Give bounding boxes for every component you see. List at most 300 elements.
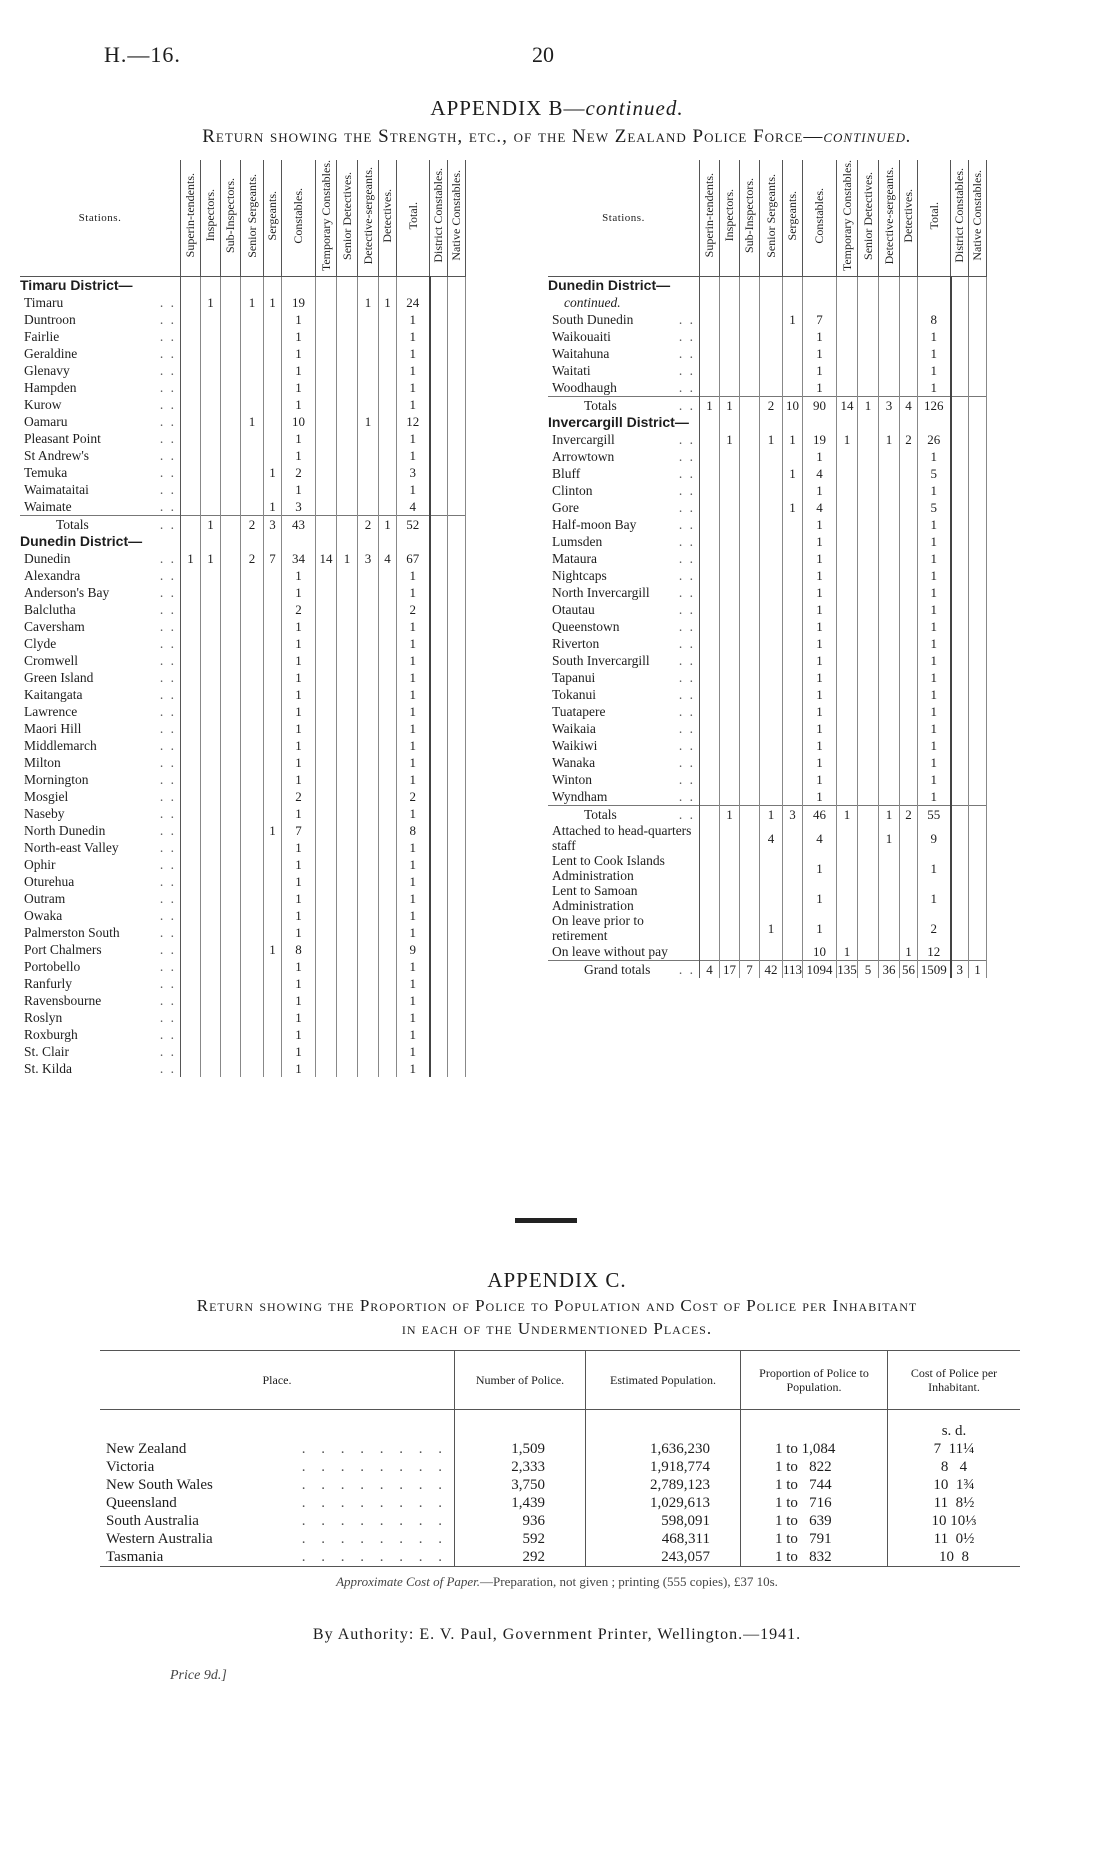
table-row	[20, 464, 466, 481]
table-cell	[221, 498, 241, 516]
table-cell	[969, 788, 987, 806]
table-cell	[900, 754, 918, 771]
table-cell	[720, 943, 740, 961]
district-heading	[20, 533, 181, 550]
table-cell	[316, 345, 337, 362]
table-cell	[221, 345, 241, 362]
table-cell	[316, 805, 337, 822]
table-cell	[181, 379, 201, 396]
table-cell	[337, 396, 358, 413]
table-cell	[264, 1026, 282, 1043]
table-row	[548, 652, 987, 669]
table-cell: 9	[918, 823, 951, 853]
table-cell: 1	[282, 975, 316, 992]
table-cell: 7	[282, 822, 316, 839]
table-cell	[379, 771, 397, 788]
leader-dots: . .	[159, 772, 176, 788]
column-header	[316, 160, 337, 277]
table-row	[20, 788, 466, 805]
table-cell	[379, 396, 397, 413]
table-cell	[316, 328, 337, 345]
table-cell: 1	[397, 958, 430, 975]
table-row	[548, 397, 987, 415]
table-cell: 1	[397, 839, 430, 856]
column-header	[448, 160, 466, 277]
table-cell	[760, 584, 783, 601]
station-name	[20, 635, 181, 652]
table-cell	[430, 890, 448, 907]
table-cell	[358, 618, 379, 635]
table-cell	[879, 618, 900, 635]
column-header	[879, 160, 900, 277]
row-label: Queenstown	[552, 619, 620, 635]
table-cell	[358, 567, 379, 584]
table-cell	[837, 465, 858, 482]
table-cell	[858, 943, 879, 961]
table-cell	[181, 839, 201, 856]
table-cell	[448, 754, 466, 771]
table-cell: 1	[397, 328, 430, 345]
table-cell	[760, 362, 783, 379]
table-cell	[241, 822, 264, 839]
table-cell	[900, 913, 918, 943]
leader-dots: . .	[678, 738, 695, 754]
table-cell	[241, 975, 264, 992]
table-cell: 1	[803, 567, 837, 584]
table-cell	[379, 1009, 397, 1026]
table-row	[20, 839, 466, 856]
table-cell	[858, 737, 879, 754]
district-heading	[548, 414, 700, 431]
table-cell	[448, 686, 466, 703]
leader-dots: . .	[159, 857, 176, 873]
row-label: Ravensbourne	[24, 993, 102, 1009]
table-cell	[358, 345, 379, 362]
table-cell	[740, 397, 760, 415]
table-cell	[720, 823, 740, 853]
table-cell	[879, 294, 900, 311]
table-cell	[837, 379, 858, 397]
table-cell	[316, 635, 337, 652]
table-row	[548, 345, 987, 362]
table-cell	[379, 618, 397, 635]
table-cell	[221, 413, 241, 430]
table-cell	[264, 618, 282, 635]
row-label: Owaka	[24, 908, 63, 924]
table-cell	[740, 754, 760, 771]
table-cell: 1	[282, 396, 316, 413]
table-cell: 1	[783, 311, 803, 328]
table-cell	[448, 1009, 466, 1026]
table-cell	[879, 652, 900, 669]
column-header-label: Constables.	[291, 187, 305, 244]
table-cell: 17	[720, 961, 740, 979]
row-label: Mornington	[24, 772, 89, 788]
table-cell	[430, 481, 448, 498]
table-cell: 1	[803, 584, 837, 601]
row-label: Anderson's Bay	[24, 585, 110, 601]
column-header	[241, 160, 264, 277]
table-cell	[358, 584, 379, 601]
table-cell	[358, 941, 379, 958]
table-cell	[900, 853, 918, 883]
table-cell	[241, 635, 264, 652]
table-cell: 1,029,613	[586, 1494, 741, 1512]
table-cell	[969, 482, 987, 499]
row-label: South Invercargill	[552, 653, 650, 669]
column-header: Proportion of Police to Population.	[741, 1351, 888, 1410]
table-cell	[201, 975, 221, 992]
table-cell: 10 1¾	[933, 1477, 975, 1493]
table-cell	[282, 533, 316, 550]
table-cell: 1	[397, 720, 430, 737]
table-cell	[430, 771, 448, 788]
leader-dots: . .	[159, 568, 176, 584]
table-cell: 1	[397, 447, 430, 464]
column-header-label: Detectives.	[901, 188, 916, 243]
table-cell: 1	[201, 294, 221, 311]
district-heading	[20, 277, 181, 295]
table-cell	[783, 482, 803, 499]
police-strength-table-left	[20, 160, 466, 1077]
table-cell	[221, 686, 241, 703]
table-cell: 52	[397, 516, 430, 534]
table-cell	[358, 1043, 379, 1060]
table-cell	[241, 805, 264, 822]
column-header-stations	[548, 160, 700, 277]
table-cell	[700, 584, 720, 601]
table-cell: 1	[264, 498, 282, 516]
table-cell	[858, 584, 879, 601]
table-cell: 468,311	[586, 1530, 741, 1548]
station-name	[20, 873, 181, 890]
table-cell	[837, 652, 858, 669]
table-cell: 1	[282, 686, 316, 703]
table-cell	[448, 550, 466, 567]
table-cell	[720, 913, 740, 943]
table-cell	[264, 362, 282, 379]
table-cell	[858, 883, 879, 913]
row-label: Lent to Samoan Administration	[552, 883, 638, 914]
section-divider	[515, 1218, 577, 1223]
table-cell	[358, 277, 379, 295]
table-cell	[879, 913, 900, 943]
table-cell	[740, 788, 760, 806]
table-cell	[264, 413, 282, 430]
table-cell	[803, 414, 837, 431]
table-cell	[783, 686, 803, 703]
table-cell	[316, 516, 337, 534]
row-label: St. Clair	[24, 1044, 70, 1060]
table-cell: 1	[397, 686, 430, 703]
table-cell	[760, 853, 783, 883]
table-cell	[448, 720, 466, 737]
row-label: Waimataitai	[24, 482, 89, 498]
row-label: Waimate	[24, 499, 72, 515]
table-cell	[900, 686, 918, 703]
table-cell	[448, 533, 466, 550]
table-cell	[264, 958, 282, 975]
table-cell	[316, 873, 337, 890]
table-cell	[337, 1009, 358, 1026]
table-cell	[358, 788, 379, 805]
table-cell	[969, 448, 987, 465]
table-cell	[201, 737, 221, 754]
table-cell	[358, 856, 379, 873]
table-cell	[969, 943, 987, 961]
station-name	[20, 550, 181, 567]
column-header-label: Sergeants.	[785, 190, 800, 241]
table-row	[20, 703, 466, 720]
table-cell	[181, 771, 201, 788]
table-cell: 1	[397, 1060, 430, 1077]
table-cell: 1	[803, 771, 837, 788]
table-cell	[264, 975, 282, 992]
table-cell	[241, 839, 264, 856]
table-cell	[241, 941, 264, 958]
table-cell: 12	[918, 943, 951, 961]
column-header	[430, 160, 448, 277]
row-label: Timaru District—	[20, 277, 133, 294]
table-cell	[337, 464, 358, 481]
table-cell	[783, 618, 803, 635]
table-cell	[760, 618, 783, 635]
table-cell	[379, 430, 397, 447]
leader-dots: . .	[678, 551, 695, 567]
station-name	[548, 601, 700, 618]
station-name	[20, 413, 181, 430]
station-name	[20, 328, 181, 345]
table-cell	[700, 720, 720, 737]
table-cell	[700, 652, 720, 669]
leader-dots: . .	[159, 380, 176, 396]
leader-dots: . .	[159, 704, 176, 720]
table-cell	[241, 788, 264, 805]
row-label: Nightcaps	[552, 568, 607, 584]
leader-dots: . .	[159, 1044, 176, 1060]
table-cell	[969, 414, 987, 431]
table-cell	[760, 294, 783, 311]
table-row	[548, 516, 987, 533]
table-cell	[316, 618, 337, 635]
table-cell	[969, 362, 987, 379]
table-cell	[379, 992, 397, 1009]
table-cell	[879, 550, 900, 567]
row-label: Temuka	[24, 465, 68, 481]
table-row	[548, 961, 987, 979]
leader-dots: . .	[678, 449, 695, 465]
table-cell	[740, 669, 760, 686]
leader-dots: . .	[678, 432, 695, 448]
table-cell	[181, 584, 201, 601]
table-cell	[760, 720, 783, 737]
table-cell: 1 to 791	[741, 1530, 888, 1548]
table-cell	[900, 277, 918, 295]
table-cell	[358, 635, 379, 652]
station-name	[20, 396, 181, 413]
table-cell	[316, 907, 337, 924]
table-cell	[720, 737, 740, 754]
table-cell	[760, 652, 783, 669]
row-label: Invercargill District—	[548, 414, 689, 431]
table-cell	[741, 1410, 888, 1441]
table-cell	[900, 414, 918, 431]
table-cell	[700, 913, 720, 943]
table-cell	[448, 567, 466, 584]
table-cell	[264, 379, 282, 396]
table-cell	[181, 294, 201, 311]
table-cell	[358, 890, 379, 907]
table-cell	[201, 413, 221, 430]
leader-dots: . . . . . . . .	[301, 1495, 448, 1511]
table-cell: 1	[803, 720, 837, 737]
table-cell	[316, 277, 337, 295]
column-header	[783, 160, 803, 277]
table-cell	[241, 890, 264, 907]
table-cell: 1	[397, 379, 430, 396]
table-cell	[316, 1026, 337, 1043]
table-cell	[951, 913, 969, 943]
station-name	[20, 822, 181, 839]
table-cell	[201, 464, 221, 481]
table-cell	[181, 362, 201, 379]
station-name	[20, 618, 181, 635]
table-cell: 598,091	[586, 1512, 741, 1530]
table-cell: 1	[397, 584, 430, 601]
table-cell	[264, 1009, 282, 1026]
table-cell: 2	[918, 913, 951, 943]
station-name	[20, 924, 181, 941]
row-label: Naseby	[24, 806, 65, 822]
table-cell	[181, 618, 201, 635]
table-cell	[803, 294, 837, 311]
table-cell	[337, 652, 358, 669]
table-cell: 1,439	[455, 1494, 586, 1512]
table-cell	[430, 839, 448, 856]
table-cell	[241, 277, 264, 295]
table-cell	[201, 379, 221, 396]
row-label: Palmerston South	[24, 925, 120, 941]
table-cell: 1	[918, 686, 951, 703]
table-cell	[879, 601, 900, 618]
table-cell	[720, 771, 740, 788]
table-cell	[221, 430, 241, 447]
table-row	[548, 883, 987, 913]
table-row	[548, 853, 987, 883]
column-header-label: District Constables.	[952, 168, 967, 263]
table-cell	[783, 720, 803, 737]
leader-dots: . .	[159, 346, 176, 362]
station-name	[20, 890, 181, 907]
station-name	[20, 907, 181, 924]
table-row	[548, 703, 987, 720]
table-cell	[969, 431, 987, 448]
table-row	[20, 924, 466, 941]
row-label: Winton	[552, 772, 592, 788]
table-cell	[397, 533, 430, 550]
table-cell	[969, 567, 987, 584]
table-cell: 1	[397, 635, 430, 652]
table-cell: 1	[201, 516, 221, 534]
table-row	[20, 362, 466, 379]
table-cell	[201, 481, 221, 498]
table-cell	[430, 822, 448, 839]
leader-dots: . .	[159, 397, 176, 413]
leader-dots: . .	[678, 602, 695, 618]
table-cell	[221, 601, 241, 618]
table-cell	[337, 839, 358, 856]
table-cell	[448, 1043, 466, 1060]
table-cell	[221, 618, 241, 635]
table-cell	[430, 379, 448, 396]
table-cell	[241, 873, 264, 890]
row-label: Cromwell	[24, 653, 78, 669]
row-label: Grand totals	[584, 962, 651, 978]
table-cell: 1	[397, 924, 430, 941]
table-cell	[264, 447, 282, 464]
table-cell	[783, 533, 803, 550]
table-cell	[358, 447, 379, 464]
table-cell	[900, 379, 918, 397]
table-cell: 1	[918, 567, 951, 584]
column-header-label: Stations.	[78, 211, 122, 224]
column-header: Cost of Police per Inhabitant.	[888, 1351, 1021, 1410]
column-header-label: Native Constables.	[970, 170, 985, 261]
table-cell: 1	[900, 943, 918, 961]
table-row	[548, 913, 987, 943]
place-label: Western Australia	[106, 1531, 213, 1547]
row-label: North Dunedin	[24, 823, 106, 839]
table-cell: 126	[918, 397, 951, 415]
appendix-c-caption-line2: in each of the Undermentioned Places.	[401, 1319, 713, 1338]
row-label: Hampden	[24, 380, 77, 396]
table-cell	[181, 481, 201, 498]
table-cell: 56	[900, 961, 918, 979]
table-cell	[379, 839, 397, 856]
table-cell	[358, 1026, 379, 1043]
table-cell	[397, 277, 430, 295]
table-cell	[430, 498, 448, 516]
table-cell: 43	[282, 516, 316, 534]
table-cell	[241, 618, 264, 635]
table-cell: 9	[397, 941, 430, 958]
table-cell	[221, 958, 241, 975]
table-cell	[264, 771, 282, 788]
table-cell	[760, 277, 783, 295]
leader-dots: . .	[678, 755, 695, 771]
table-row	[548, 550, 987, 567]
table-row	[20, 567, 466, 584]
table-cell	[379, 703, 397, 720]
table-cell: 1	[397, 652, 430, 669]
table-cell: 1	[282, 873, 316, 890]
table-cell	[241, 396, 264, 413]
table-cell: 1	[803, 754, 837, 771]
table-cell	[951, 669, 969, 686]
table-cell: 67	[397, 550, 430, 567]
table-cell: 1	[918, 652, 951, 669]
table-cell	[221, 975, 241, 992]
table-cell	[858, 618, 879, 635]
station-name	[20, 311, 181, 328]
table-cell	[760, 754, 783, 771]
table-cell	[241, 720, 264, 737]
table-cell: 1	[282, 567, 316, 584]
units-row	[100, 1410, 1020, 1441]
table-cell	[241, 703, 264, 720]
table-cell	[951, 823, 969, 853]
table-cell	[241, 737, 264, 754]
